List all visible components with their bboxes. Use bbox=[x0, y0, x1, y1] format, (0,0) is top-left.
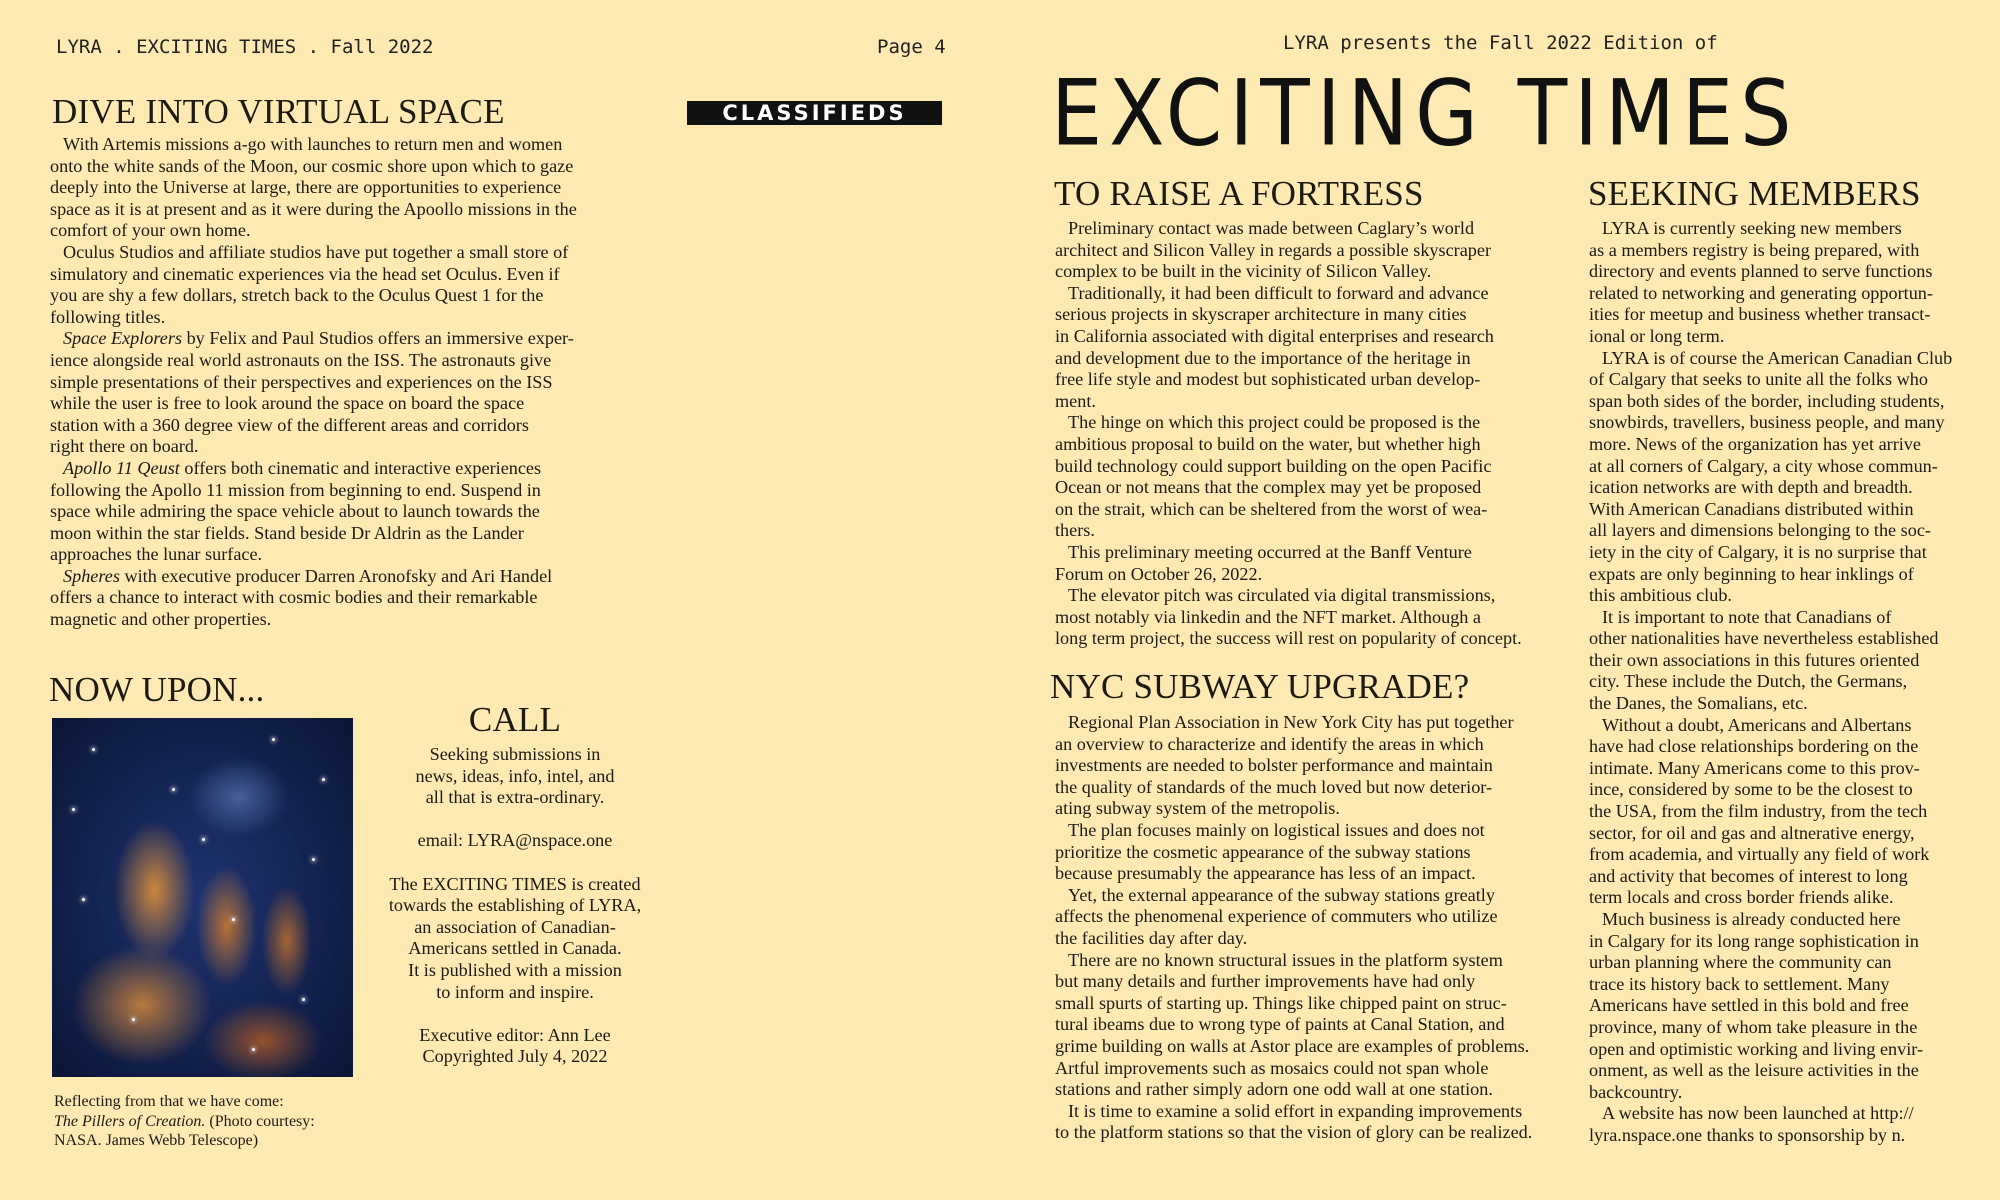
running-head: LYRA . EXCITING TIMES . Fall 2022 bbox=[56, 36, 434, 58]
text-line: onment, as well as the leisure activities in the bbox=[1589, 1060, 1919, 1081]
text-line: following the Apollo 11 mission from beginning to end. Suspend in bbox=[50, 479, 541, 500]
text-line: to the platform stations so that the vision of glory can be realized. bbox=[1055, 1122, 1533, 1143]
text-line: snowbirds, travellers, business people, and many bbox=[1589, 412, 1945, 433]
classifieds-banner: CLASSIFIEDS bbox=[687, 101, 942, 125]
text-line: and development due to the importance of the heritage in bbox=[1055, 347, 1471, 368]
text-line: province, many of whom take pleasure in the bbox=[1589, 1016, 1918, 1037]
paragraph bbox=[1055, 218, 1575, 283]
text-line: small spurts of starting up. Things like chipped paint on struc- bbox=[1055, 992, 1507, 1013]
text-line: the Danes, the Somalians, etc. bbox=[1589, 693, 1808, 714]
text-line: ating subway system of the metropolis. bbox=[1055, 798, 1340, 819]
text-line: station with a 360 degree view of the different areas and corridors bbox=[50, 414, 529, 435]
text-line: ambitious proposal to build on the water, but whether high bbox=[1055, 433, 1481, 454]
now-upon-headline: NOW UPON... bbox=[49, 670, 265, 709]
text-line: right there on board. bbox=[50, 436, 199, 457]
paragraph bbox=[1589, 348, 1994, 607]
text-line: at all corners of Calgary, a city whose commun- bbox=[1589, 455, 1938, 476]
paragraph bbox=[1589, 909, 1994, 1103]
text-line: but many details and further improvements have had only bbox=[1055, 971, 1476, 992]
text-line: the quality of standards of the much loved but now deterior- bbox=[1055, 776, 1493, 797]
caption-line-1: Reflecting from that we have come: bbox=[54, 1093, 284, 1110]
call-editor-text bbox=[370, 1025, 660, 1068]
text-line: an overview to characterize and identify the areas in which bbox=[1055, 733, 1484, 754]
text-line: LYRA is of course the American Canadian Club bbox=[1602, 347, 1953, 368]
text-line: complex to be built in the vicinity of Silicon Valley. bbox=[1055, 261, 1432, 282]
text-line: urban planning where the community can bbox=[1589, 952, 1892, 973]
text-line: offers both cinematic and interactive experiences bbox=[179, 457, 542, 478]
caption-photo-title: The Pillers of Creation. bbox=[54, 1112, 206, 1130]
text-line: more. News of the organization has yet arrive bbox=[1589, 433, 1921, 454]
text-line: The plan focuses mainly on logistical issues and does not bbox=[1068, 819, 1485, 840]
text-line: Seeking submissions in bbox=[429, 744, 601, 764]
text-line: following titles. bbox=[50, 306, 166, 327]
text-line: lyra.nspace.one thanks to sponsorship by n. bbox=[1589, 1124, 1906, 1145]
text-line: Ocean or not means that the complex may yet be proposed bbox=[1055, 477, 1482, 498]
text-line: you are shy a few dollars, stretch back to the Oculus Quest 1 for the bbox=[50, 285, 544, 306]
text-line: moon within the star fields. Stand beside Dr Aldrin as the Lander bbox=[50, 522, 524, 543]
text-line: affects the phenomenal experience of commuters who utilize bbox=[1055, 906, 1498, 927]
text-line: build technology could support building on the open Pacific bbox=[1055, 455, 1492, 476]
text-line: ience alongside real world astronauts on the ISS. The astronauts give bbox=[50, 349, 552, 370]
text-line: free life style and modest but sophisticated urban develop- bbox=[1055, 369, 1481, 390]
paragraph bbox=[1055, 885, 1585, 950]
paragraph bbox=[1589, 218, 1994, 348]
call-body bbox=[370, 744, 660, 1068]
text-line: sector, for oil and gas and altnerative energy, bbox=[1589, 822, 1915, 843]
paragraph bbox=[1055, 712, 1585, 820]
paragraph bbox=[50, 458, 650, 566]
paragraph bbox=[1055, 585, 1575, 650]
presents-line: LYRA presents the Fall 2022 Edition of bbox=[1283, 32, 1718, 54]
text-line: prioritize the cosmetic appearance of the subway stations bbox=[1055, 841, 1471, 862]
text-line: this ambitious club. bbox=[1589, 585, 1732, 606]
text-line: ment. bbox=[1055, 390, 1096, 411]
text-line: There are no known structural issues in the platform system bbox=[1068, 949, 1503, 970]
text-line: to inform and inspire. bbox=[436, 981, 594, 1002]
text-line: ication networks are with depth and breadth. bbox=[1589, 477, 1913, 498]
text-line: intimate. Many Americans come to this prov- bbox=[1589, 757, 1920, 778]
paragraph bbox=[1589, 607, 1994, 715]
paragraph bbox=[1055, 542, 1575, 585]
text-line: towards the establishing of LYRA, bbox=[388, 895, 642, 916]
paragraph bbox=[1055, 412, 1575, 542]
text-line: long term project, the success will rest on popularity of concept. bbox=[1055, 628, 1522, 649]
text-line: comfort of your own home. bbox=[50, 220, 251, 241]
text-line: city. These include the Dutch, the Germans, bbox=[1589, 671, 1908, 692]
text-line: Much business is already conducted here bbox=[1602, 909, 1901, 929]
text-line: Preliminary contact was made between Caglary’s world bbox=[1068, 218, 1475, 238]
paragraph bbox=[1055, 1101, 1585, 1144]
text-line: expats are only beginning to hear inklings of bbox=[1589, 563, 1914, 584]
paragraph bbox=[50, 566, 650, 631]
text-line: ince, considered by some to be the closest to bbox=[1589, 779, 1913, 800]
text-line: in California associated with digital enterprises and research bbox=[1055, 325, 1494, 346]
fortress-article bbox=[1055, 218, 1575, 650]
text-line: from academia, and virtually any field of work bbox=[1589, 844, 1930, 865]
text-line: the USA, from the film industry, from the tech bbox=[1589, 801, 1928, 822]
text-line: serious projects in skyscraper architecture in many cities bbox=[1055, 304, 1467, 325]
text-line: most notably via linkedin and the NFT market. Although a bbox=[1055, 606, 1482, 627]
text-line: approaches the lunar surface. bbox=[50, 544, 263, 565]
title-reference: Space Explorers bbox=[63, 328, 183, 349]
text-line: thers. bbox=[1055, 520, 1095, 541]
virtual-space-headline: DIVE INTO VIRTUAL SPACE bbox=[52, 92, 505, 131]
text-line: This preliminary meeting occurred at the Banff Venture bbox=[1068, 541, 1472, 562]
text-line: directory and events planned to serve functions bbox=[1589, 261, 1933, 282]
text-line: With American Canadians distributed within bbox=[1589, 498, 1914, 519]
text-line: of Calgary that seeks to unite all the folks who bbox=[1589, 369, 1928, 390]
text-line: in Calgary for its long range sophistication in bbox=[1589, 930, 1919, 951]
subway-article bbox=[1055, 712, 1585, 1144]
caption-line-3: NASA. James Webb Telescope) bbox=[54, 1132, 259, 1149]
text-line: ional or long term. bbox=[1589, 325, 1725, 346]
text-line: while the user is free to look around the space on board the space bbox=[50, 393, 525, 414]
text-line: magnetic and other properties. bbox=[50, 609, 272, 630]
text-line: Oculus Studios and affiliate studios have put together a small store of bbox=[63, 241, 569, 262]
pillars-of-creation-photo bbox=[52, 718, 353, 1077]
paragraph bbox=[50, 328, 650, 458]
masthead-title: EXCITING TIMES bbox=[1051, 61, 1799, 168]
text-line: on the strait, which can be sheltered from the worst of wea- bbox=[1055, 498, 1488, 519]
photo-caption bbox=[54, 1092, 374, 1151]
text-line: grime building on walls at Astor place are examples of problems. bbox=[1055, 1035, 1530, 1056]
paragraph bbox=[1055, 820, 1585, 885]
call-email[interactable]: email: LYRA@nspace.one bbox=[417, 830, 613, 851]
text-line: ities for meetup and business whether transact- bbox=[1589, 304, 1931, 325]
text-line: space while admiring the space vehicle about to launch towards the bbox=[50, 501, 540, 522]
paragraph bbox=[50, 242, 650, 328]
caption-line-2 bbox=[54, 1112, 374, 1132]
text-line: open and optimistic working and living envir- bbox=[1589, 1038, 1924, 1059]
text-line: related to networking and generating opportun- bbox=[1589, 282, 1933, 303]
paragraph bbox=[1589, 1103, 1994, 1146]
text-line: investments are needed to bolster performance and maintain bbox=[1055, 755, 1493, 776]
text-line: trace its history back to settlement. Many bbox=[1589, 973, 1890, 994]
text-line: all that is extra-ordinary. bbox=[425, 787, 605, 808]
title-reference: Spheres bbox=[63, 565, 120, 586]
text-line: Forum on October 26, 2022. bbox=[1055, 563, 1263, 584]
text-line: simulatory and cinematic experiences via the head set Oculus. Even if bbox=[50, 263, 560, 284]
text-line: architect and Silicon Valley in regards a possible skyscraper bbox=[1055, 239, 1492, 260]
text-line: Artful improvements such as mosaics could not span whole bbox=[1055, 1057, 1489, 1078]
caption-credit: (Photo courtesy: bbox=[205, 1112, 315, 1130]
call-submissions-text bbox=[370, 744, 660, 809]
text-line: It is published with a mission bbox=[408, 959, 622, 980]
virtual-space-article bbox=[50, 134, 650, 631]
text-line: with executive producer Darren Aronofsky and Ari Handel bbox=[119, 565, 553, 586]
members-headline: SEEKING MEMBERS bbox=[1588, 174, 1921, 213]
text-line: backcountry. bbox=[1589, 1081, 1683, 1102]
text-line: Copyrighted July 4, 2022 bbox=[422, 1046, 608, 1067]
text-line: Yet, the external appearance of the subway stations greatly bbox=[1068, 884, 1495, 905]
title-reference: Apollo 11 Qeust bbox=[63, 457, 180, 478]
text-line: because presumably the appearance has less of an impact. bbox=[1055, 863, 1476, 884]
text-line: news, ideas, info, intel, and bbox=[415, 765, 615, 786]
text-line: iety in the city of Calgary, it is no surprise that bbox=[1589, 541, 1927, 562]
page-number: Page 4 bbox=[877, 36, 946, 58]
subway-headline: NYC SUBWAY UPGRADE? bbox=[1050, 667, 1470, 706]
text-line: onto the white sands of the Moon, our cosmic shore upon which to gaze bbox=[50, 155, 574, 176]
text-line: stations and rather simply adorn one odd wall at one station. bbox=[1055, 1079, 1493, 1100]
text-line: Executive editor: Ann Lee bbox=[419, 1024, 611, 1045]
text-line: term locals and cross border friends alike. bbox=[1589, 887, 1894, 908]
text-line: an association of Canadian- bbox=[414, 916, 616, 937]
text-line: have had close relationships bordering on the bbox=[1589, 736, 1919, 757]
text-line: other nationalities have nevertheless established bbox=[1589, 628, 1939, 649]
text-line: and activity that becomes of interest to long bbox=[1589, 865, 1908, 886]
text-line: With Artemis missions a-go with launches to return men and women bbox=[63, 134, 563, 154]
text-line: A website has now been launched at http:// bbox=[1602, 1103, 1914, 1124]
text-line: It is time to examine a solid effort in expanding improvements bbox=[1068, 1100, 1523, 1121]
paragraph bbox=[50, 134, 650, 242]
members-article bbox=[1589, 218, 1994, 1147]
text-line: The elevator pitch was circulated via digital transmissions, bbox=[1068, 585, 1496, 606]
text-line: Americans have settled in this bold and free bbox=[1589, 995, 1909, 1016]
text-line: space as it is at present and as it were during the Apoollo missions in the bbox=[50, 198, 577, 219]
paragraph bbox=[1055, 950, 1585, 1101]
text-line: deeply into the Universe at large, there are opportunities to experience bbox=[50, 177, 562, 198]
text-line: LYRA is currently seeking new members bbox=[1602, 218, 1902, 238]
call-about-text bbox=[370, 874, 660, 1004]
text-line: simple presentations of their perspectives and experiences on the ISS bbox=[50, 371, 553, 392]
text-line: Regional Plan Association in New York City has put together bbox=[1068, 712, 1514, 732]
text-line: Traditionally, it had been difficult to forward and advance bbox=[1068, 282, 1489, 303]
text-line: The hinge on which this project could be proposed is the bbox=[1068, 412, 1481, 433]
text-line: all layers and dimensions belonging to the soc- bbox=[1589, 520, 1931, 541]
text-line: their own associations in this futures oriented bbox=[1589, 649, 1920, 670]
text-line: the facilities day after day. bbox=[1055, 927, 1248, 948]
text-line: span both sides of the border, including students, bbox=[1589, 390, 1945, 411]
call-headline: CALL bbox=[468, 700, 562, 739]
fortress-headline: TO RAISE A FORTRESS bbox=[1054, 174, 1424, 213]
text-line: by Felix and Paul Studios offers an immersive exper- bbox=[182, 328, 574, 349]
text-line: The EXCITING TIMES is created bbox=[389, 873, 641, 894]
paragraph bbox=[1589, 715, 1994, 909]
paragraph bbox=[1055, 283, 1575, 413]
text-line: offers a chance to interact with cosmic bodies and their remarkable bbox=[50, 587, 538, 608]
text-line: Without a doubt, Americans and Albertans bbox=[1602, 714, 1912, 735]
text-line: It is important to note that Canadians of bbox=[1602, 606, 1892, 627]
text-line: as a members registry is being prepared, with bbox=[1589, 239, 1920, 260]
text-line: tural ibeams due to wrong type of paints at Canal Station, and bbox=[1055, 1014, 1505, 1035]
text-line: Americans settled in Canada. bbox=[408, 938, 622, 959]
